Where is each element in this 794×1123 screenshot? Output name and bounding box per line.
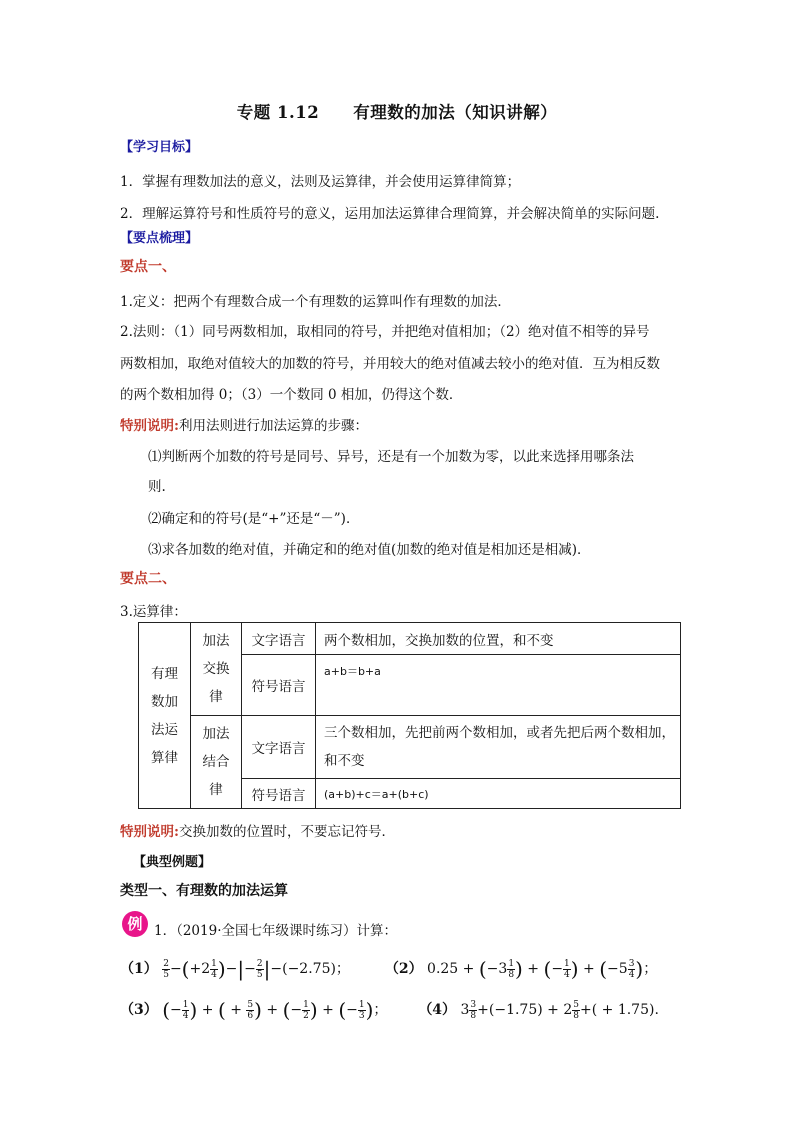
problem-1-label: （1） xyxy=(120,961,158,977)
comm-text-label: 文字语言 xyxy=(242,623,316,655)
goal-2: 2．理解运算符号和性质符号的意义，运用加法运算律合理简算，并会解决简单的实际问题. xyxy=(120,206,660,222)
special-note-2-label: 特别说明: xyxy=(120,824,179,840)
key-point-2: 要点二、 xyxy=(120,571,176,587)
key-point-1: 要点一、 xyxy=(120,259,176,275)
examples-header: 【典型例题】 xyxy=(133,855,212,870)
special-note-text: 利用法则进行加法运算的步骤： xyxy=(178,418,368,434)
rule-line-3: 的两个数相加得 0；（3）一个数同 0 相加，仍得这个数． xyxy=(120,387,463,403)
assoc-text-label: 文字语言 xyxy=(242,716,316,779)
step-1-line-2: 则. xyxy=(148,479,166,495)
problems-row-2: （3） (− $\frac{1}{4}$ ) + ( + $\frac{5}{6}$ ) + (− $\frac{1}{2}$ ) + (− $\frac{1}{3}$ )； （4） 3 $\frac{3}{8}$ +(−1.75) + 2 $\frac{5}{8}$ +( + 1.75). xyxy=(120,998,659,1022)
definition: 1.定义：把两个有理数合成一个有理数的运算叫作有理数的加法． xyxy=(120,294,511,310)
addition-laws-table xyxy=(138,622,681,809)
step-1-line-1: ⑴判断两个加数的符号是同号、异号，还是有一个加数为零，以此来选择用哪条法 xyxy=(148,449,634,465)
goals-header: 【学习目标】 xyxy=(120,140,199,155)
special-note-1 xyxy=(120,414,368,434)
laws-label: 3.运算律： xyxy=(120,604,187,620)
page-title xyxy=(0,99,794,123)
type-1-heading: 类型一、有理数的加法运算 xyxy=(120,883,288,899)
rule-line-1: 2.法则：（1）同号两数相加，取相同的符号，并把绝对值相加；（2）绝对值不相等的异号 xyxy=(120,324,650,340)
comm-sym-value: a+b＝b+a xyxy=(324,665,381,678)
goal-1: 1．掌握有理数加法的意义，法则及运算律，并会使用运算律简算； xyxy=(120,174,521,190)
assoc-sym-value: (a+b)+c＝a+(b+c) xyxy=(324,787,429,801)
step-2: ⑵确定和的符号(是“+”还是“－”)． xyxy=(148,511,360,527)
special-note-2 xyxy=(120,820,395,840)
points-header: 【要点梳理】 xyxy=(120,231,199,246)
problem-2-label: （2） xyxy=(384,961,423,977)
problem-4-label: （4） xyxy=(418,1002,457,1018)
special-note-label: 特别说明: xyxy=(120,418,179,434)
comm-sym-label: 符号语言 xyxy=(242,655,316,716)
table-category-cell: 有理 数加 法运 算律 xyxy=(139,623,191,809)
associative-law-cell: 加法 结合 律 xyxy=(191,716,242,809)
example-1-prompt: 1．（2019·全国七年级课时练习）计算： xyxy=(154,923,397,939)
assoc-text-value: 三个数相加，先把前两个数相加，或者先把后两个数相加， 和不变 xyxy=(316,716,681,779)
example-badge: 例 xyxy=(122,911,148,937)
title-number: 专题 1.12 xyxy=(236,103,320,122)
commutative-law-cell: 加法 交换 律 xyxy=(191,623,242,716)
problems-row-1: （1） $\frac{2}{5}$ −(+2 $\frac{1}{4}$ )−|− $\frac{2}{5}$ |−(−2.75)； （2） 0.25 + (−3 $\frac{1}{8}$ ) + (− $\frac{1}{4}$ ) + (−5 $\frac{3}{4}$ )； xyxy=(120,957,658,981)
special-note-2-text: 交换加数的位置时，不要忘记符号． xyxy=(178,824,395,840)
rule-line-2: 两数相加，取绝对值较大的加数的符号，并用较大的绝对值减去较小的绝对值．互为相反数 xyxy=(120,356,660,372)
problem-3-label: （3） xyxy=(120,1002,158,1018)
assoc-sym-label: 符号语言 xyxy=(242,779,316,809)
comm-text-value: 两个数相加，交换加数的位置，和不变 xyxy=(316,623,681,655)
step-3: ⑶求各加数的绝对值，并确定和的绝对值(加数的绝对值是相加还是相减)． xyxy=(148,542,591,558)
title-text: 有理数的加法（知识讲解） xyxy=(353,103,558,122)
